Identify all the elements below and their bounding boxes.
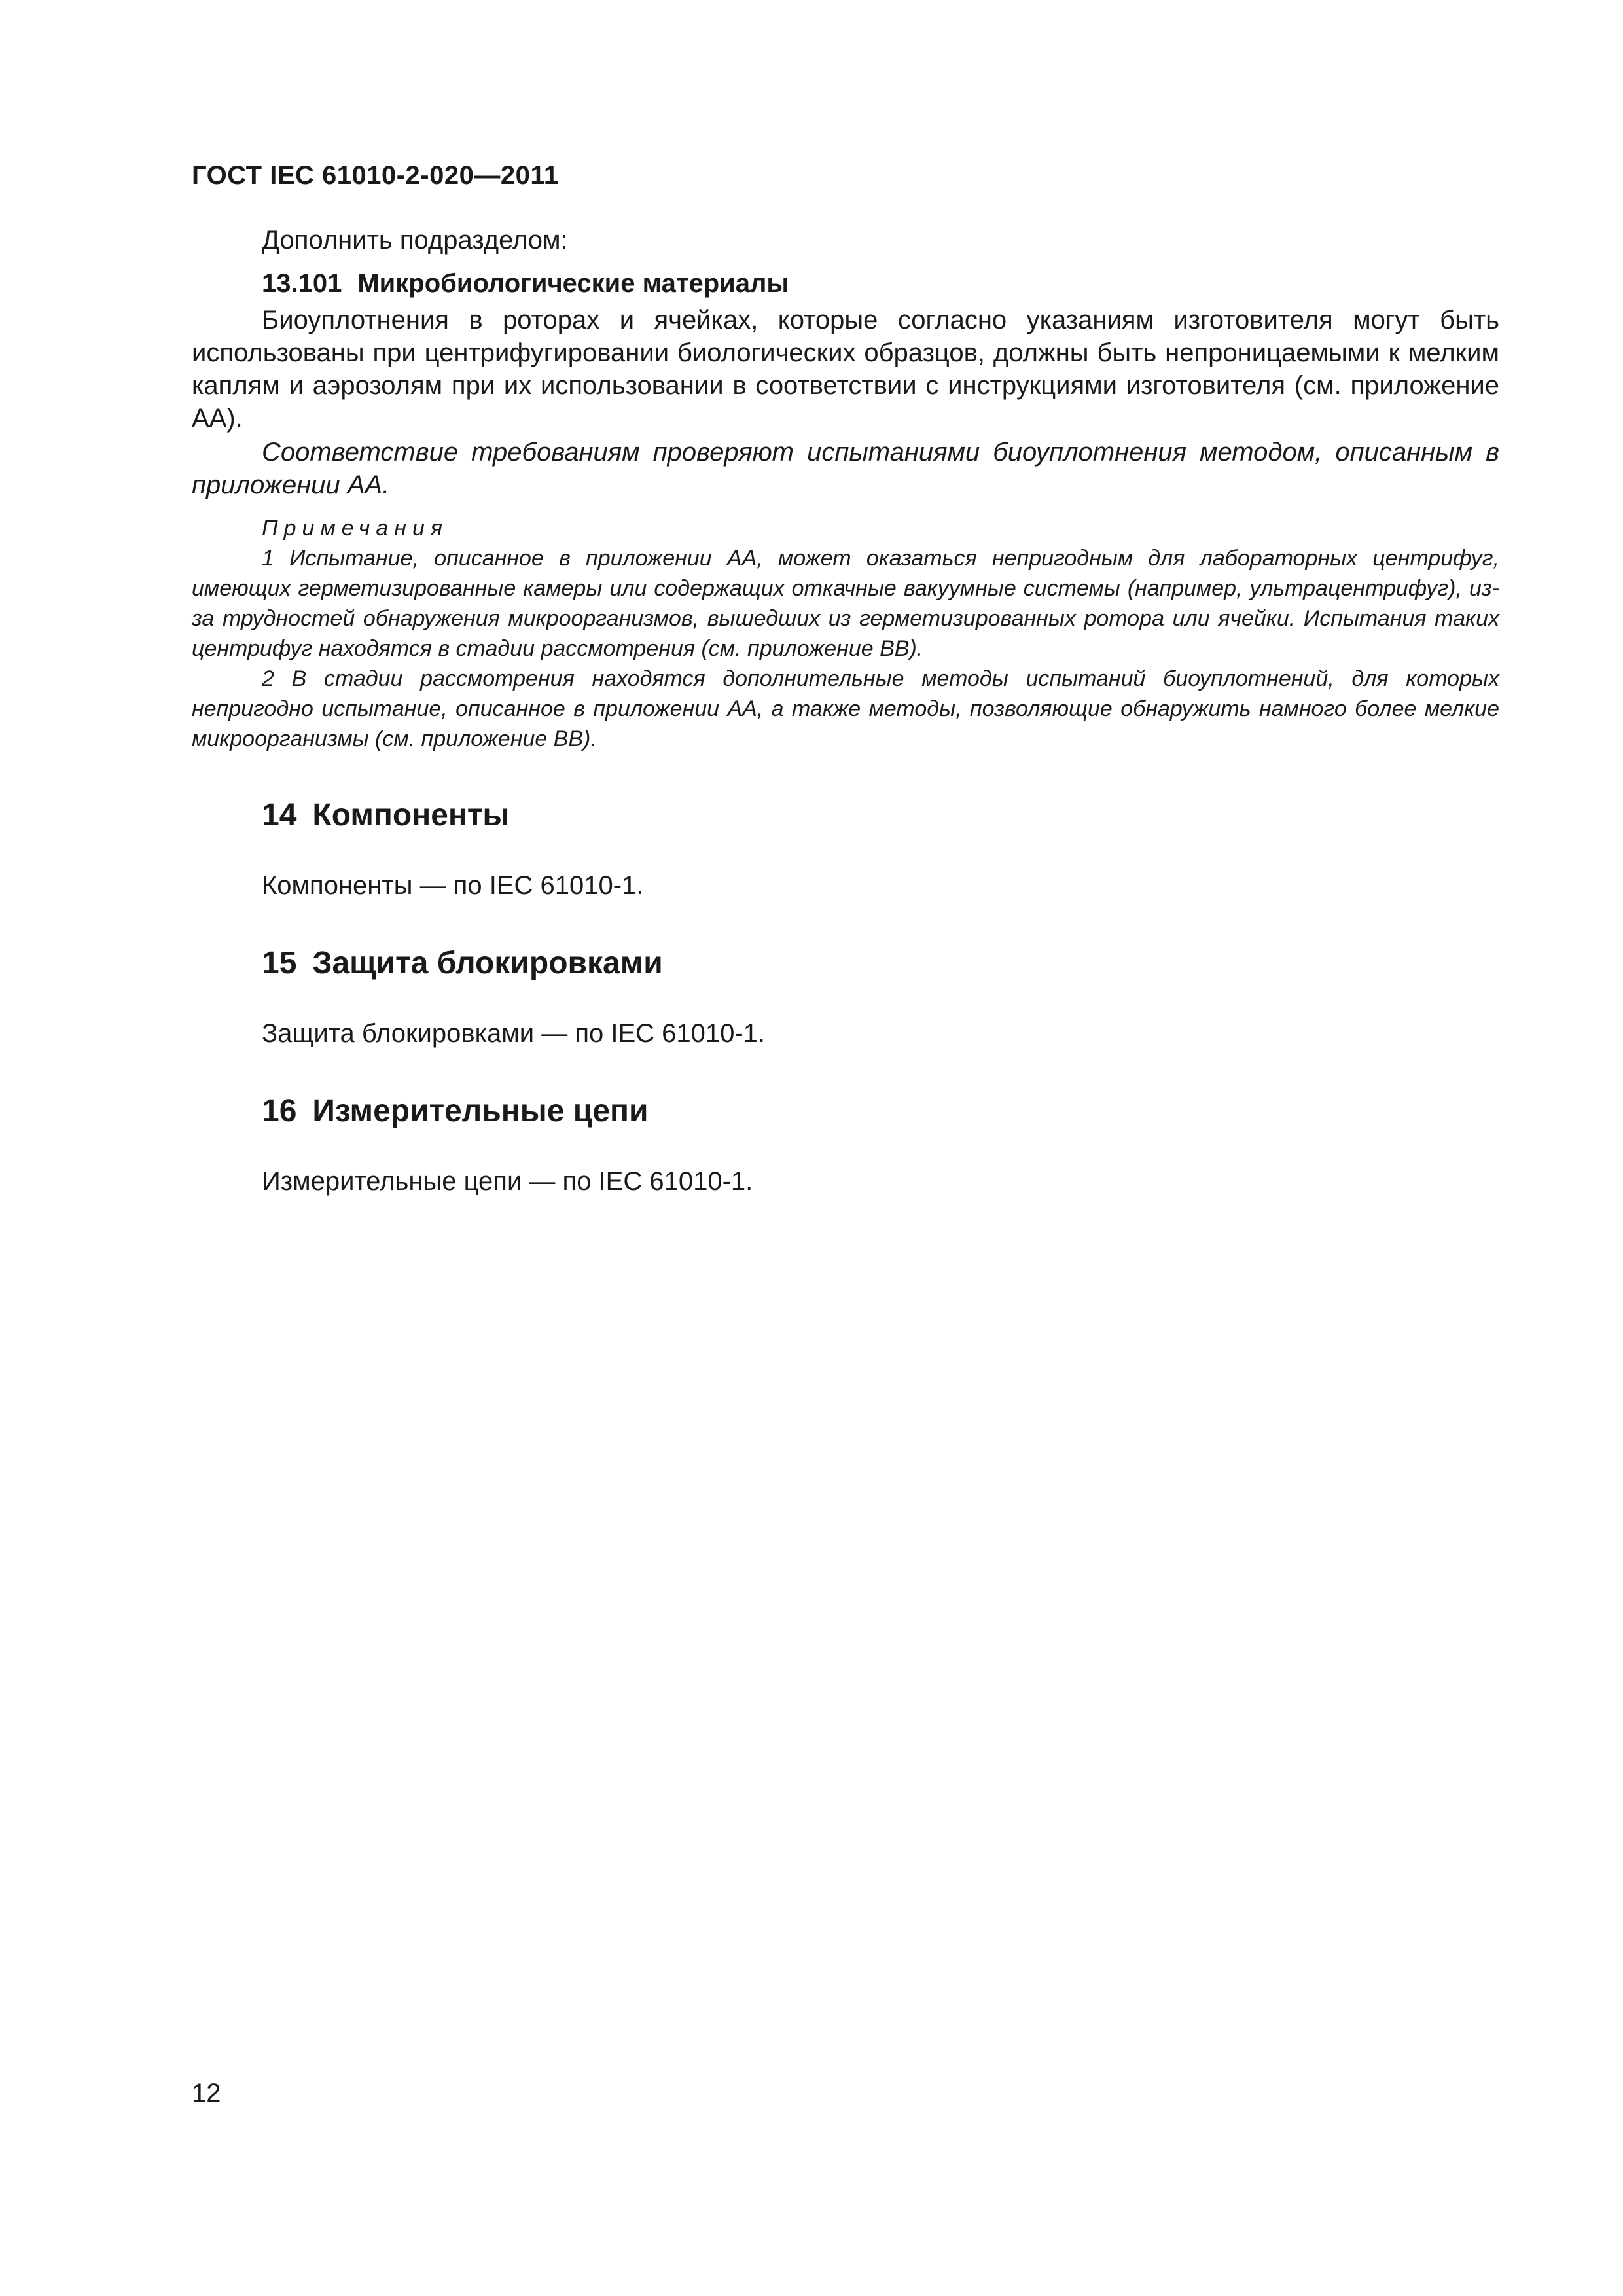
- note-1: 1 Испытание, описанное в приложении АА, может оказаться непригодным для лабораторных центрифуг, имеющих герметизированные камеры или содержащих откачные вакуумные системы (например, ультрацентрифуг), из-за трудностей обнаружения микроорганизмов, вышедших из герметизированных ротора или ячейки. Испытания таких центрифуг находятся в стадии рассмотрения (см. приложение ВВ).: [192, 546, 1499, 661]
- document-body: [192, 224, 1499, 1198]
- section-16: [192, 1092, 1499, 1198]
- notes-title: Примечания: [262, 516, 449, 541]
- section-body: Компоненты — по IEC 61010-1.: [262, 871, 644, 900]
- section-14: [192, 796, 1499, 902]
- subsection-heading: [192, 267, 1499, 300]
- section-title: Компоненты: [312, 798, 510, 833]
- section-title: Защита блокировками: [312, 946, 663, 980]
- section-15: [192, 944, 1499, 1050]
- section-heading: [192, 944, 1499, 983]
- section-title: Измерительные цепи: [312, 1094, 649, 1128]
- intro-text: Дополнить подразделом:: [262, 226, 568, 255]
- page-number: 12: [192, 2079, 221, 2108]
- note-2: 2 В стадии рассмотрения находятся дополнительные методы испытаний биоуплотнений, для которых непригодно испытание, описанное в приложении АА, а также методы, позволяющие обнаружить намного более мелкие микроорганизмы (см. приложение ВВ).: [192, 666, 1499, 751]
- page-header: ГОСТ IEC 61010-2-020—2011: [192, 161, 559, 190]
- section-heading: [192, 796, 1499, 835]
- compliance-paragraph: Соответствие требованиям проверяют испытаниями биоуплотнения методом, описанным в приложении АА.: [192, 438, 1499, 499]
- section-heading: [192, 1092, 1499, 1131]
- section-number: 14: [262, 798, 297, 833]
- section-body: Защита блокировками — по IEC 61010-1.: [262, 1019, 766, 1048]
- subsection-paragraph: Биоуплотнения в роторах и ячейках, которые согласно указаниям изготовителя могут быть использованы при центрифугировании биологических образцов, должны быть непроницаемыми к мелким каплям и аэрозолям при их использовании в соответствии с инструкциями изготовителя (см. приложение АА).: [192, 306, 1499, 433]
- section-number: 15: [262, 946, 297, 980]
- section-body: Измерительные цепи — по IEC 61010-1.: [262, 1167, 753, 1196]
- subsection-number: 13.101: [262, 269, 342, 298]
- section-number: 16: [262, 1094, 297, 1128]
- subsection-title: Микробиологические материалы: [357, 269, 789, 298]
